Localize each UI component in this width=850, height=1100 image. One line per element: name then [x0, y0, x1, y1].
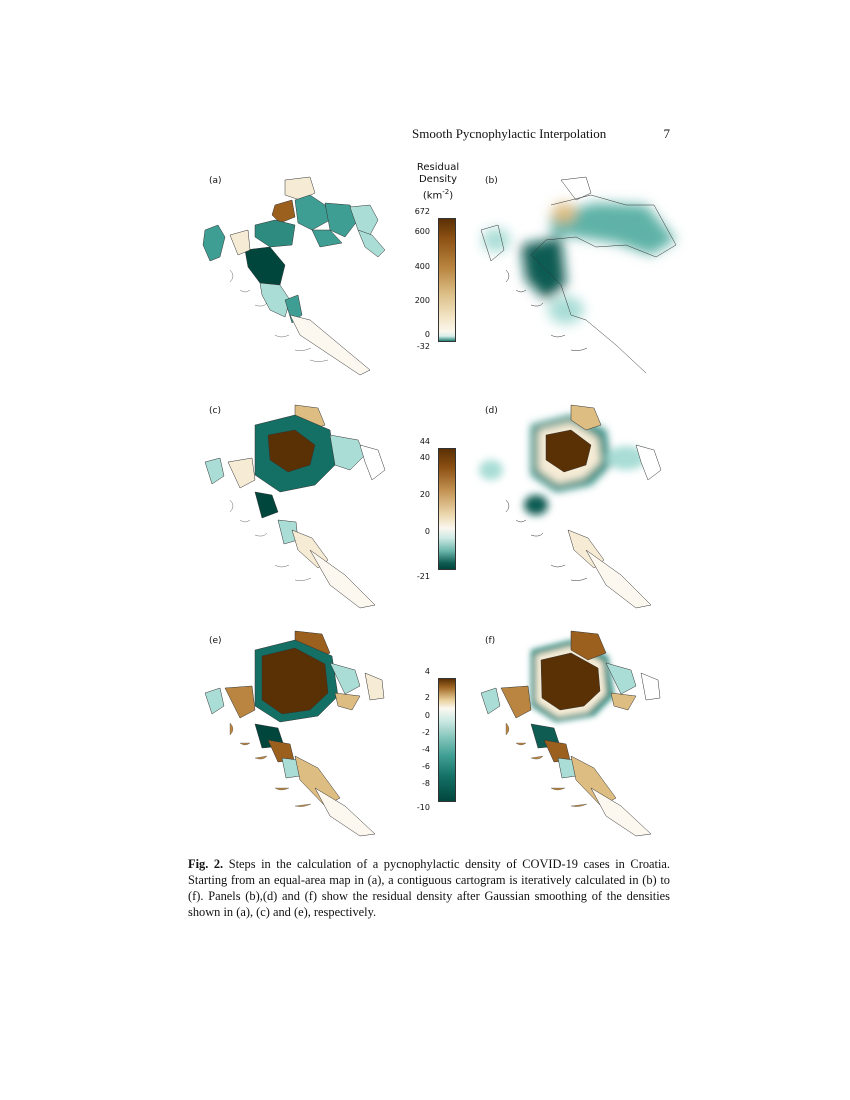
colorbar-1-tick: 400 [414, 262, 430, 271]
panel-label-b: (b) [485, 176, 498, 186]
colorbar-3 [438, 678, 456, 802]
colorbar-1-tick: 200 [414, 296, 430, 305]
colorbar-3-tick: 4 [424, 667, 430, 676]
page-number: 7 [663, 126, 670, 141]
panel-label-c: (c) [209, 406, 221, 416]
caption-label: Fig. 2. [188, 857, 224, 871]
panel-label-e: (e) [209, 636, 222, 646]
colorbar-2-tick: 0 [424, 527, 430, 536]
figure-caption [188, 856, 670, 920]
panel-label-f: (f) [485, 636, 496, 646]
colorbar-1-tick: -32 [416, 342, 430, 351]
map-panel-a [200, 175, 385, 380]
colorbar-3-tick: -8 [422, 779, 430, 788]
colorbar-1-tick: 0 [424, 330, 430, 339]
map-panel-b [476, 175, 681, 380]
colorbar-title-line2: Density [418, 174, 458, 185]
caption-text: Steps in the calculation of a pycnophylactic density of COVID-19 cases in Croatia. Starting from an equal-area map in (a), a contiguous cartogram is iteratively calculated in (b) to (f). Panels (b),(d) and (f) show the residual density after Gaussian smoothing of the densities shown in (a), (c) and (e), respectively. [188, 857, 670, 919]
colorbar-3-tick: 2 [424, 693, 430, 702]
colorbar-title [405, 162, 471, 202]
colorbar-3-tick: -10 [416, 803, 430, 812]
colorbar-2 [438, 448, 456, 570]
colorbar-3-tick: -2 [422, 728, 430, 737]
colorbar-2-tick: -21 [416, 572, 430, 581]
colorbar-3-tick: -6 [422, 762, 430, 771]
colorbar-2-tick: 44 [419, 437, 430, 446]
colorbar-1 [438, 218, 456, 342]
colorbar-3-tick: 0 [424, 711, 430, 720]
colorbar-title-line1: Residual [416, 162, 460, 173]
map-panel-c [200, 400, 385, 610]
colorbar-2-tick: 40 [419, 453, 430, 462]
map-panel-d [476, 400, 676, 610]
map-panel-e [200, 628, 385, 838]
colorbar-title-line3: $(km^{-2})$ [422, 188, 454, 202]
panel-label-d: (d) [485, 406, 498, 416]
running-title: Smooth Pycnophylactic Interpolation [412, 126, 607, 141]
colorbar-1-tick: 600 [414, 227, 430, 236]
map-panel-f [476, 628, 676, 838]
panel-label-a: (a) [209, 176, 222, 186]
colorbar-1-tick: 672 [414, 207, 430, 216]
colorbar-2-tick: 20 [419, 490, 430, 499]
colorbar-3-tick: -4 [422, 745, 430, 754]
